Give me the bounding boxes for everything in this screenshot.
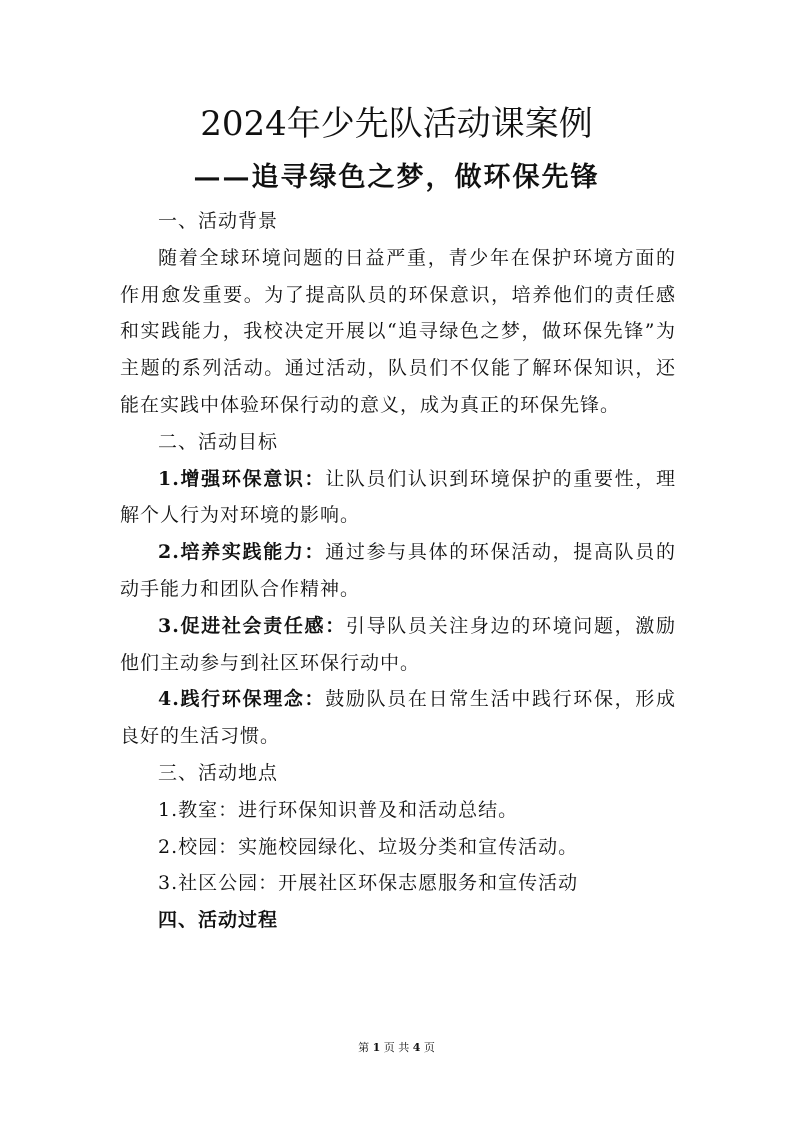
page-footer — [0, 1040, 793, 1056]
section-heading-background: 一、活动背景 — [158, 210, 279, 232]
goal-text: 让队员们认识到环境保护的重要性，理解个人行为对环境的影响。 — [120, 467, 676, 527]
document-title: 2024年少先队活动课案例 — [200, 104, 593, 144]
section-heading-goals: 二、活动目标 — [158, 430, 279, 453]
goal-label: 1.增强环保意识： — [158, 467, 326, 490]
goal-label: 3.促进社会责任感： — [158, 614, 346, 637]
footer-suffix: 页 — [423, 1041, 435, 1054]
goal-label: 4.践行环保理念： — [158, 688, 326, 711]
goal-text: 通过参与具体的环保活动，提高队员的动手能力和团队合作精神。 — [120, 541, 676, 600]
footer-prefix: 第 — [358, 1041, 370, 1054]
footer-middle: 页 共 — [383, 1041, 410, 1054]
document-subtitle: ——追寻绿色之梦，做环保先锋 — [193, 162, 600, 193]
goal-text: 鼓励队员在日常生活中践行环保，形成良好的生活习惯。 — [120, 688, 676, 748]
goal-item — [120, 681, 676, 755]
goal-text: 引导队员关注身边的环境问题，激励他们主动参与到社区环保行动中。 — [120, 614, 676, 674]
location-item: 1.教室：进行环保知识普及和活动总结。 — [158, 798, 519, 821]
background-paragraph: 随着全球环境问题的日益严重，青少年在保护环境方面的作用愈发重要。为了提高队员的环保意识，培养他们的责任感和实践能力，我校决定开展以“追寻绿色之梦，做环保先锋”为主题的系列活动。通过活动，队员们不仅能了解环保知识，还能在实践中体验环保行动的意义，成为真正的环保先锋。 — [120, 246, 676, 416]
goal-item — [120, 461, 676, 535]
section-heading-process: 四、活动过程 — [158, 909, 279, 932]
goal-label: 2.培养实践能力： — [158, 541, 326, 564]
document-body — [120, 203, 676, 939]
section-heading-location: 三、活动地点 — [158, 761, 279, 784]
goal-item — [120, 534, 676, 608]
location-item: 3.社区公园：开展社区环保志愿服务和宣传活动 — [158, 872, 579, 895]
goal-item — [120, 608, 676, 682]
footer-page-number: 1 — [372, 1041, 381, 1054]
footer-total-pages: 4 — [412, 1041, 421, 1054]
location-item: 2.校园：实施校园绿化、垃圾分类和宣传活动。 — [158, 835, 579, 858]
